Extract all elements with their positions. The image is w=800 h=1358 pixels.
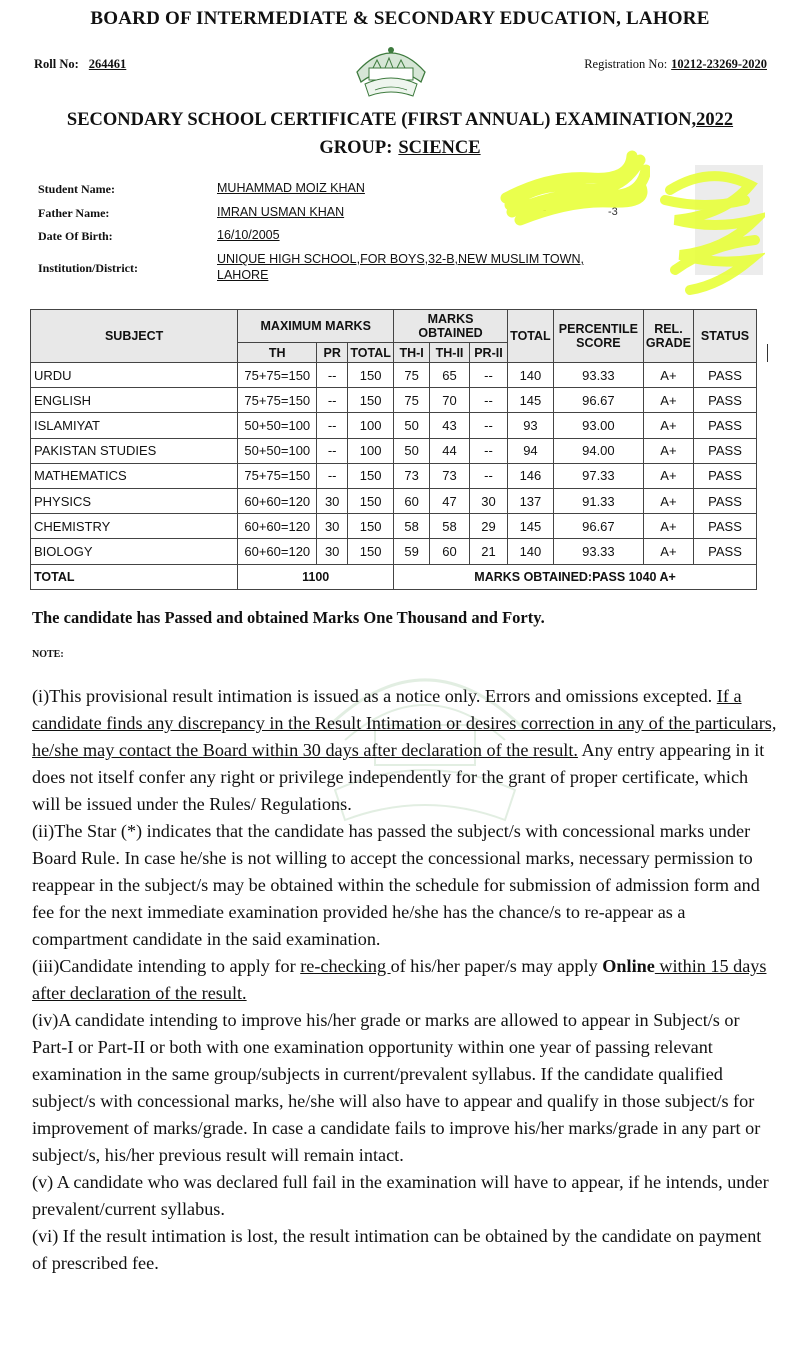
institution-label: Institution/District:: [38, 261, 138, 275]
header-status: STATUS: [694, 310, 757, 363]
cell-grade: A+: [643, 539, 693, 564]
cell-status: PASS: [694, 463, 757, 488]
cell-pct: 96.67: [553, 388, 643, 413]
cell-pct: 93.33: [553, 363, 643, 388]
cell-total: 150: [348, 388, 394, 413]
cell-grade: A+: [643, 413, 693, 438]
note-i-underlined: If a candidate finds any discrepancy in the Result Intimation or desires correction in any of the particulars, he/she may contact the Board within 30 days after declaration of the result.: [32, 686, 777, 760]
cell-pr: 30: [317, 539, 348, 564]
cell-pr: --: [317, 463, 348, 488]
cell-pct: 97.33: [553, 463, 643, 488]
header-percentile: [553, 310, 643, 363]
cell-grade: A+: [643, 514, 693, 539]
cell-pct: 94.00: [553, 438, 643, 463]
note-v: (v) A candidate who was declared full fail in the examination will have to appear, if he intends, under prevalent/current syllabus.: [32, 1172, 769, 1219]
cell-pct: 93.00: [553, 413, 643, 438]
cell-grade: A+: [643, 388, 693, 413]
exam-title: [0, 110, 800, 131]
cell-obt: 93: [507, 413, 553, 438]
cell-grade: A+: [643, 363, 693, 388]
cell-th1: 75: [394, 388, 430, 413]
header-obt-line2: OBTAINED: [418, 326, 483, 340]
dob-value: 16/10/2005: [217, 228, 280, 242]
header-subject: SUBJECT: [31, 310, 238, 363]
cell-th: 75+75=150: [238, 363, 317, 388]
cell-th2: 58: [430, 514, 470, 539]
cell-th: 75+75=150: [238, 388, 317, 413]
cell-pr2: --: [469, 463, 507, 488]
total-obtained: MARKS OBTAINED:PASS 1040 A+: [394, 564, 757, 589]
cell-th: 60+60=120: [238, 488, 317, 513]
cell-pr2: --: [469, 438, 507, 463]
cell-grade: A+: [643, 488, 693, 513]
notes-section: [32, 683, 777, 1277]
header-max-total: TOTAL: [348, 343, 394, 363]
cell-subject: ISLAMIYAT: [31, 413, 238, 438]
cell-pr2: --: [469, 413, 507, 438]
roll-label: Roll No:: [34, 57, 79, 71]
table-total-row: [31, 564, 757, 589]
header-th: TH: [238, 343, 317, 363]
cell-pr2: --: [469, 363, 507, 388]
photo-redaction: [655, 160, 765, 300]
cell-th: 50+50=100: [238, 438, 317, 463]
note-iii-text: (iii)Candidate intending to apply for: [32, 956, 301, 976]
header-pr: PR: [317, 343, 348, 363]
cell-th1: 50: [394, 438, 430, 463]
cell-status: PASS: [694, 438, 757, 463]
reg-label: Registration No:: [584, 57, 668, 71]
cell-pct: 93.33: [553, 539, 643, 564]
cell-pct: 91.33: [553, 488, 643, 513]
header-marks-obtained: [394, 310, 508, 343]
cell-subject: BIOLOGY: [31, 539, 238, 564]
cell-th2: 47: [430, 488, 470, 513]
cell-th2: 65: [430, 363, 470, 388]
header-total: TOTAL: [507, 310, 553, 363]
cell-th2: 44: [430, 438, 470, 463]
cell-pct: 96.67: [553, 514, 643, 539]
reg-value: 10212-23269-2020: [671, 57, 767, 71]
cell-subject: URDU: [31, 363, 238, 388]
redacted-dash: -: [543, 205, 547, 216]
cell-th2: 60: [430, 539, 470, 564]
cell-th2: 70: [430, 388, 470, 413]
redacted-fragment: -3: [608, 206, 618, 218]
header-th2: TH-II: [430, 343, 470, 363]
header-pct-line2: SCORE: [576, 336, 621, 350]
cell-status: PASS: [694, 363, 757, 388]
cell-obt: 145: [507, 514, 553, 539]
table-row: [31, 514, 757, 539]
header-rel-line1: REL.: [654, 322, 683, 336]
group-value: SCIENCE: [398, 138, 481, 158]
cell-pr: --: [317, 388, 348, 413]
institution-line1: UNIQUE HIGH SCHOOL,FOR BOYS,32-B,NEW MUSLIM TOWN,: [217, 252, 584, 266]
cell-th1: 60: [394, 488, 430, 513]
cell-status: PASS: [694, 388, 757, 413]
cell-obt: 140: [507, 363, 553, 388]
cell-pr2: 21: [469, 539, 507, 564]
highlighter-redaction: [500, 150, 650, 230]
cell-total: 150: [348, 488, 394, 513]
note-iii-rechecking: re-checking: [300, 956, 391, 976]
cell-pr: --: [317, 413, 348, 438]
total-label: TOTAL: [31, 564, 238, 589]
header-pr2: PR-II: [469, 343, 507, 363]
header-rel-line2: GRADE: [645, 336, 692, 350]
table-row: [31, 488, 757, 513]
cell-obt: 145: [507, 388, 553, 413]
cell-total: 150: [348, 514, 394, 539]
cell-th1: 73: [394, 463, 430, 488]
note-iii: [32, 953, 777, 1007]
cell-pr2: 29: [469, 514, 507, 539]
table-header-row: [31, 310, 757, 343]
cell-pr: --: [317, 438, 348, 463]
cell-th1: 75: [394, 363, 430, 388]
board-title: BOARD OF INTERMEDIATE & SECONDARY EDUCATION, LAHORE: [90, 8, 710, 29]
note-iii-mid: of his/her paper/s may apply: [390, 956, 603, 976]
table-row: [31, 363, 757, 388]
cell-obt: 140: [507, 539, 553, 564]
divider-mark: [767, 344, 768, 362]
result-statement: The candidate has Passed and obtained Marks One Thousand and Forty.: [32, 608, 545, 627]
group-line: [0, 138, 800, 159]
note-iii-deadline: within 15 days after declaration of the result.: [32, 956, 767, 1003]
note-vi: (vi) If the result intimation is lost, the result intimation can be obtained by the candidate on payment of prescribed fee.: [32, 1226, 762, 1273]
roll-number: [34, 57, 126, 72]
roll-value: 264461: [88, 57, 127, 71]
header-grade: [643, 310, 693, 363]
exam-title-main: SECONDARY SCHOOL CERTIFICATE (FIRST ANNUAL) EXAMINATION,: [66, 110, 697, 130]
cell-th1: 50: [394, 413, 430, 438]
cell-th2: 43: [430, 413, 470, 438]
note-iii-online: Online: [602, 956, 655, 976]
cell-pr: --: [317, 363, 348, 388]
note-i-rest: Any entry appearing in it does not itself confer any right or privilege independently for the grant of proper certificate, which will be issued under the Rules/ Regulations.: [32, 740, 765, 814]
cell-th: 60+60=120: [238, 539, 317, 564]
cell-th2: 73: [430, 463, 470, 488]
cell-subject: ENGLISH: [31, 388, 238, 413]
cell-status: PASS: [694, 488, 757, 513]
cell-total: 150: [348, 363, 394, 388]
header-th1: TH-I: [394, 343, 430, 363]
note-i-text: (i)This provisional result intimation is issued as a notice only. Errors and omissions excepted.: [32, 686, 717, 706]
cell-th1: 59: [394, 539, 430, 564]
cell-subject: MATHEMATICS: [31, 463, 238, 488]
exam-year: 2022: [696, 110, 734, 130]
cell-obt: 94: [507, 438, 553, 463]
dob-label: Date Of Birth:: [38, 229, 113, 243]
header-obt-line1: MARKS: [427, 312, 474, 326]
cell-subject: PHYSICS: [31, 488, 238, 513]
marks-table: [30, 309, 757, 590]
cell-pr: 30: [317, 514, 348, 539]
cell-obt: 146: [507, 463, 553, 488]
cell-status: PASS: [694, 514, 757, 539]
board-emblem-icon: [351, 38, 431, 104]
cell-obt: 137: [507, 488, 553, 513]
note-label: NOTE:: [32, 649, 64, 660]
institution-line2: LAHORE: [217, 268, 269, 282]
cell-th: 75+75=150: [238, 463, 317, 488]
cell-th: 50+50=100: [238, 413, 317, 438]
registration-number: [584, 57, 767, 72]
table-row: [31, 463, 757, 488]
table-row: [31, 438, 757, 463]
cell-status: PASS: [694, 413, 757, 438]
group-label: GROUP:: [319, 138, 393, 158]
note-i: [32, 683, 777, 818]
cell-total: 150: [348, 463, 394, 488]
cell-subject: CHEMISTRY: [31, 514, 238, 539]
cell-th: 60+60=120: [238, 514, 317, 539]
cell-pr2: --: [469, 388, 507, 413]
note-ii: (ii)The Star (*) indicates that the candidate has passed the subject/s with concessional marks under Board Rule. In case he/she is not willing to accept the concessional marks, necessary permission to reappear in the subject/s may be obtained within the schedule for submission of admission form and fee for the next immediate examination provided he/she has the chance/s to re-appear as a compartment candidate in the said examination.: [32, 821, 760, 949]
table-row: [31, 388, 757, 413]
total-max: 1100: [238, 564, 394, 589]
cell-total: 150: [348, 539, 394, 564]
father-name-label: Father Name:: [38, 206, 110, 220]
header-pct-line1: PERCENTILE: [558, 322, 638, 336]
cell-grade: A+: [643, 438, 693, 463]
header-max-marks: MAXIMUM MARKS: [238, 310, 394, 343]
cell-total: 100: [348, 413, 394, 438]
note-iv: (iv)A candidate intending to improve his/her grade or marks are allowed to appear in Subject/s or Part-I or Part-II or both with one examination opportunity within one year of passing relevant examination in the same group/subjects in current/prevalent syllabus. If the candidate qualified subject/s with concessional marks, he/she will also have to appear and qualify in those subject/s for improvement of marks/grade. In case a candidate fails to improve his/her marks/grade in any part or subject/s, his/her previous result will remain intact.: [32, 1010, 761, 1165]
student-name-label: Student Name:: [38, 182, 115, 196]
table-row: [31, 413, 757, 438]
cell-pr2: 30: [469, 488, 507, 513]
cell-grade: A+: [643, 463, 693, 488]
cell-pr: 30: [317, 488, 348, 513]
father-name: IMRAN USMAN KHAN: [217, 205, 345, 219]
student-name: MUHAMMAD MOIZ KHAN: [217, 181, 365, 195]
table-row: [31, 539, 757, 564]
cell-th1: 58: [394, 514, 430, 539]
cell-subject: PAKISTAN STUDIES: [31, 438, 238, 463]
cell-total: 100: [348, 438, 394, 463]
cell-status: PASS: [694, 539, 757, 564]
